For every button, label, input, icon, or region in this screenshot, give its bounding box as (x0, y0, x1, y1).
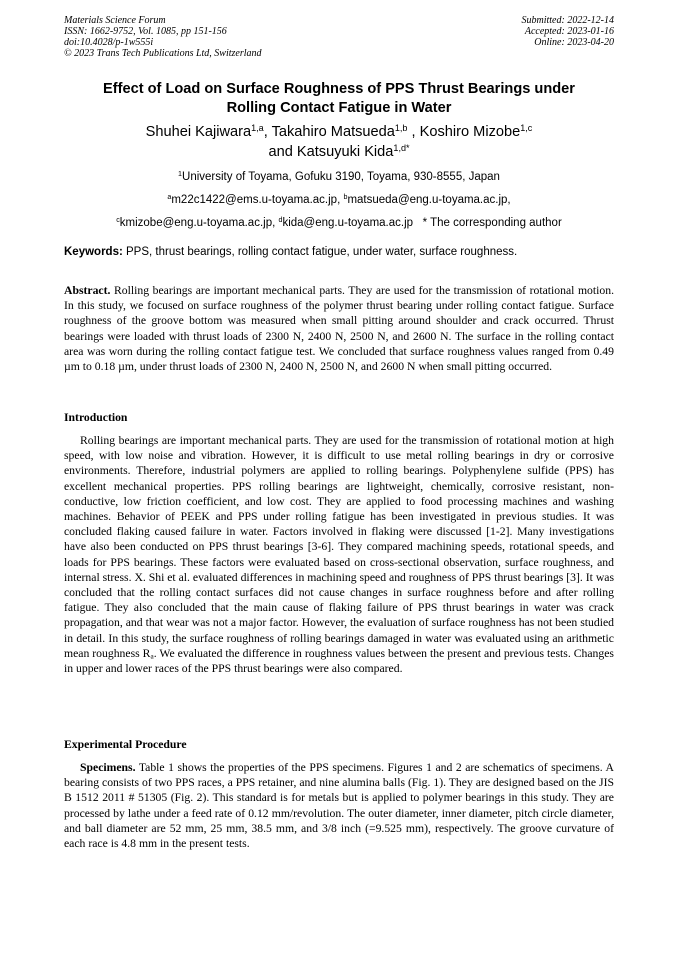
intro-text-tail: . We evaluated the difference in roughness values between the present and previous tests. Changes in upper and lower races of the PPS thrust bearings were also compared. (64, 646, 614, 676)
author-affil-mark: 1,c (520, 123, 533, 134)
author-separator: , (407, 124, 420, 140)
dates-info (522, 15, 615, 48)
email-address: matsueda@eng.u-toyama.ac.jp, (347, 194, 511, 206)
roughness-subscript: a (150, 652, 154, 661)
email-mark: c (116, 216, 120, 225)
intro-text: Rolling bearings are important mechanical parts. They are used for the transmission of rotational motion at high speed, with low noise and vibration. However, it is difficult to use metal rolling bearings in dry or corrosive environments. Therefore, industrial polymers are applied to rolling bearings. Polyphenylene sulfide (PPS) has excellent mechanical properties. PPS rolling bearings are lightweight, chemically, corrosive resistant, non-conductive, low friction coefficient, and low cost. They are applied to food processing machines and washing machines. Behavior of PEEK and PPS under rolling fatigue has been investigated in previous studies. It was concluded flaking caused failure in water. Factors involved in flaking were discussed [1-2]. Many investigations have also been conducted on PPS thrust bearings [3-6]. They compared machining speeds, rotational speeds, and loads for PPS bearings. These factors were evaluated based on cross-sectional observation, surface roughness, and internal stress. X. Shi et al. evaluated differences in machining speed and roughness of PPS thrust bearings [3]. It was concluded that the rolling contact surfaces did not cause changes in surface roughness before and after rolling fatigue. They also concluded that the main cause of flaking failure of PPS thrust bearings in water was crack propagation, and that wear was not a major factor. However, the evaluation of surface roughness has not been studied in detail. In this study, the surface roughness of rolling bearings damaged in water was evaluated using an arithmetic mean roughness (64, 434, 614, 660)
section-heading-experimental: Experimental Procedure (64, 738, 187, 751)
accepted-date: Accepted: 2023-01-16 (524, 26, 614, 37)
title-line-1: Effect of Load on Surface Roughness of PPS Thrust Bearings under (103, 81, 575, 97)
journal-info (64, 15, 262, 59)
affil-mark: 1 (178, 170, 183, 179)
online-date: Online: 2023-04-20 (534, 37, 614, 48)
email-mark: d (278, 216, 283, 225)
roughness-symbol: R (142, 646, 151, 660)
author-name: Katsuyuki Kida (296, 144, 394, 160)
keywords (64, 245, 614, 259)
keywords-label: Keywords: (64, 246, 123, 258)
email-address: kmizobe@eng.u-toyama.ac.jp, (119, 217, 279, 229)
copyright: © 2023 Trans Tech Publications Ltd, Switzerland (64, 48, 262, 59)
author-affil-mark: 1,d* (393, 143, 410, 154)
keywords-text: PPS, thrust bearings, rolling contact fatigue, under water, surface roughness. (122, 246, 518, 258)
author-affil-mark: 1,b (394, 123, 408, 134)
author-name: Koshiro Mizobe (419, 124, 521, 140)
specimens-text: Table 1 shows the properties of the PPS specimens. Figures 1 and 2 are schematics of specimens. A bearing consists of two PPS races, a PPS retainer, and nine alumina balls (Fig. 1). They are designed based on the JIS B 1512 2011 # 51305 (Fig. 2). This standard is for metals but is applied to polymer bearings in this study. They are processed by lathe under a feed rate of 0.12 mm/revolution. The outer diameter, inner diameter, pitch circle diameter, and ball diameter are 52 mm, 25 mm, 38.5 mm, and 3/8 inch (=9.525 mm), respectively. The groove curvature of each race is 4.8 mm in the present tests. (64, 761, 614, 851)
email-mark: a (167, 193, 172, 202)
title-line-2: Rolling Contact Fatigue in Water (226, 100, 452, 116)
abstract (64, 283, 614, 374)
specimens-label: Specimens. (80, 761, 136, 774)
author-name: Shuhei Kajiwara (145, 124, 252, 140)
doi: doi:10.4028/p-1w555i (64, 37, 154, 48)
introduction-paragraph (64, 433, 614, 676)
author-conjunction: and (268, 144, 297, 160)
author-list (64, 122, 614, 162)
affiliation-text: University of Toyama, Gofuku 3190, Toyama, 930-8555, Japan (182, 171, 500, 183)
email-address: m22c1422@ems.u-toyama.ac.jp, (171, 194, 344, 206)
email-line-1 (64, 189, 614, 212)
author-separator: , (263, 124, 272, 140)
paper-title (64, 80, 614, 118)
abstract-label: Abstract. (64, 284, 111, 297)
email-address: kida@eng.u-toyama.ac.jp (282, 217, 414, 229)
author-affil-mark: 1,a (251, 123, 264, 134)
email-line-2 (64, 212, 614, 235)
author-name: Takahiro Matsueda (271, 124, 395, 140)
journal-name: Materials Science Forum (64, 15, 166, 26)
section-heading-introduction: Introduction (64, 411, 128, 424)
submitted-date: Submitted: 2022-12-14 (521, 15, 614, 26)
author-line-1 (64, 122, 614, 142)
author-line-2 (64, 142, 614, 162)
affiliations (64, 166, 614, 235)
affiliation-line (64, 166, 614, 189)
corresponding-note: * The corresponding author (413, 217, 562, 229)
abstract-text: Rolling bearings are important mechanical parts. They are used for the transmission of rotational motion. In this study, we focused on surface roughness of the polymer thrust bearing under rolling contact fatigue. Surface roughness of the groove bottom was measured when small pitting around shoulder and crack occurred. Thrust bearings were loaded with thrust loads of 2300 N, 2400 N, 2500 N, and 2600 N. The surface in the rolling contact area was worn during the rolling contact fatigue test. We concluded that surface roughness values ranged from 0.49 µm to 0.18 µm, under thrust loads of 2300 N, 2400 N, 2500 N, and 2600 N when small pitting occurred. (64, 284, 614, 374)
email-mark: b (343, 193, 348, 202)
issn: ISSN: 1662-9752, Vol. 1085, pp 151-156 (64, 26, 227, 37)
specimens-paragraph (64, 760, 614, 851)
